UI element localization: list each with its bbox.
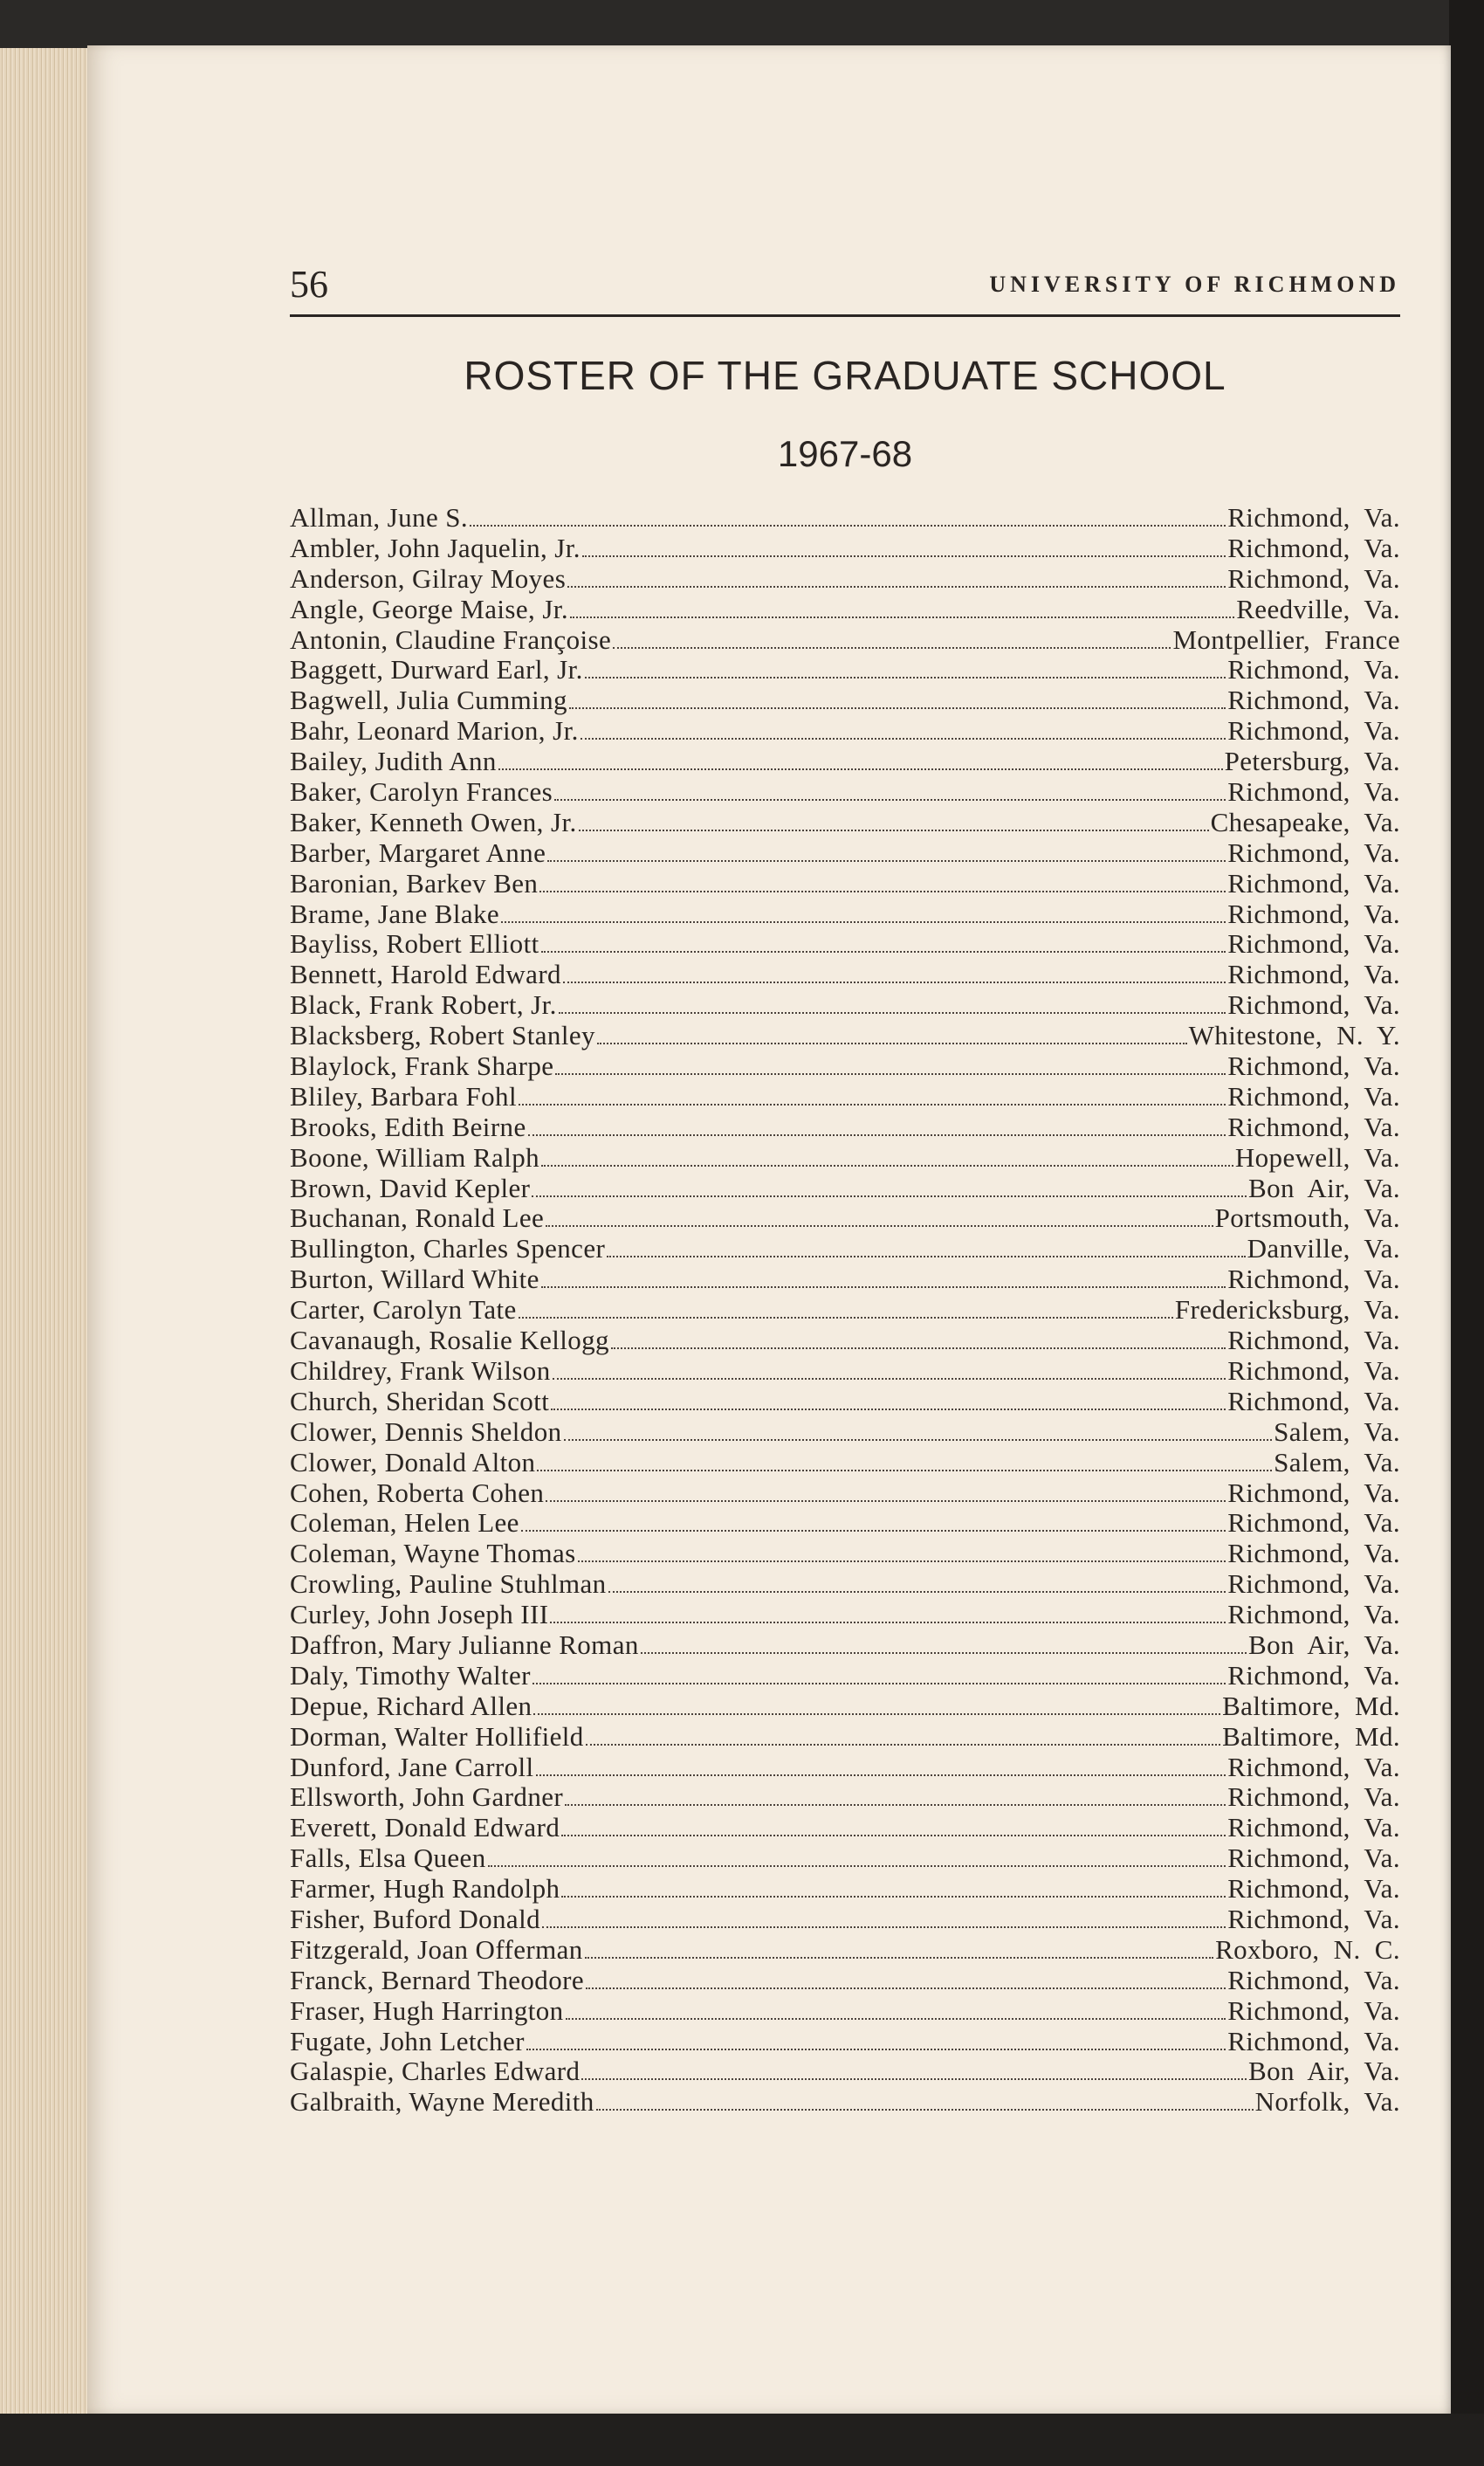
dot-leader — [470, 525, 1226, 527]
student-name: Coleman, Wayne Thomas — [290, 1538, 576, 1569]
student-name: Brame, Jane Blake — [290, 898, 500, 929]
dot-leader — [519, 1317, 1173, 1319]
dot-leader — [586, 1744, 1220, 1746]
hometown: Richmond, Va. — [1227, 959, 1400, 990]
roster-entry — [290, 1082, 1400, 1112]
roster-entry — [290, 1966, 1400, 1996]
hometown: Portsmouth, Va. — [1214, 1202, 1400, 1234]
dot-leader — [613, 647, 1171, 649]
dot-leader — [498, 768, 1223, 770]
hometown: Baltimore, Md. — [1222, 1720, 1400, 1752]
student-name: Ambler, John Jaquelin, Jr. — [290, 532, 581, 563]
roster-entry — [290, 990, 1400, 1021]
dot-leader — [641, 1652, 1247, 1654]
running-head — [290, 258, 1400, 311]
roster-entry — [290, 1295, 1400, 1326]
dot-leader — [521, 1530, 1226, 1532]
dot-leader — [539, 891, 1226, 892]
dot-leader — [547, 860, 1226, 862]
student-name: Falls, Elsa Queen — [290, 1843, 486, 1874]
hometown: Richmond, Va. — [1227, 1325, 1400, 1356]
dot-leader — [553, 1378, 1226, 1380]
dot-leader — [537, 1470, 1272, 1471]
roster-entry — [290, 1143, 1400, 1174]
dot-leader — [566, 2018, 1226, 2020]
student-name: Bahr, Leonard Marion, Jr. — [290, 715, 579, 747]
roster-entry — [290, 655, 1400, 685]
hometown: Richmond, Va. — [1227, 1599, 1400, 1630]
roster-entry — [290, 808, 1400, 838]
page-number: 56 — [290, 263, 328, 306]
student-name: Bennett, Harold Edward — [290, 959, 561, 990]
running-title: UNIVERSITY OF RICHMOND — [989, 272, 1400, 297]
roster-entry — [290, 838, 1400, 869]
hometown: Richmond, Va. — [1227, 562, 1400, 594]
roster-entry — [290, 1843, 1400, 1874]
student-name: Daly, Timothy Walter — [290, 1659, 531, 1691]
student-name: Crowling, Pauline Stuhlman — [290, 1568, 607, 1600]
student-name: Brooks, Edith Beirne — [290, 1111, 526, 1142]
hometown: Baltimore, Md. — [1222, 1690, 1400, 1721]
hometown: Salem, Va. — [1274, 1446, 1400, 1478]
roster-entry — [290, 1539, 1400, 1569]
roster-entry — [290, 777, 1400, 808]
dot-leader — [608, 1591, 1226, 1593]
hometown: Richmond, Va. — [1227, 1568, 1400, 1600]
student-name: Farmer, Hugh Randolph — [290, 1873, 560, 1905]
dot-leader — [561, 1835, 1226, 1836]
hometown: Richmond, Va. — [1227, 1659, 1400, 1691]
student-name: Coleman, Helen Lee — [290, 1507, 519, 1539]
dot-leader — [578, 1560, 1226, 1562]
dot-leader — [565, 1804, 1226, 1806]
book-cover-bottom — [0, 2414, 1484, 2466]
hometown: Bon Air, Va. — [1248, 1172, 1400, 1203]
hometown: Fredericksburg, Va. — [1174, 1294, 1400, 1326]
roster-entry — [290, 1935, 1400, 1966]
hometown: Richmond, Va. — [1227, 502, 1400, 533]
roster-entry — [290, 1264, 1400, 1295]
roster-entry — [290, 1753, 1400, 1783]
hometown: Richmond, Va. — [1227, 1538, 1400, 1569]
student-name: Burton, Willard White — [290, 1264, 539, 1295]
hometown: Richmond, Va. — [1227, 1050, 1400, 1082]
hometown: Richmond, Va. — [1227, 1781, 1400, 1813]
roster-entry — [290, 1448, 1400, 1478]
dot-leader — [563, 982, 1226, 983]
roster-entry — [290, 534, 1400, 564]
student-name: Clower, Dennis Sheldon — [290, 1416, 562, 1447]
hometown: Whitestone, N. Y. — [1188, 1020, 1400, 1051]
student-name: Fraser, Hugh Harrington — [290, 1994, 564, 2026]
hometown: Montpellier, France — [1172, 623, 1400, 655]
dot-leader — [597, 1043, 1187, 1044]
roster-entry — [290, 1234, 1400, 1264]
student-name: Antonin, Claudine Françoise — [290, 623, 612, 655]
student-name: Cavanaugh, Rosalie Kellogg — [290, 1325, 609, 1356]
dot-leader — [542, 1926, 1226, 1928]
student-name: Bliley, Barbara Fohl — [290, 1080, 517, 1112]
dot-leader — [519, 1104, 1226, 1106]
student-name: Franck, Bernard Theodore — [290, 1964, 584, 1995]
dot-leader — [546, 1225, 1213, 1227]
hometown: Richmond, Va. — [1227, 2025, 1400, 2056]
hometown: Roxboro, N. C. — [1215, 1933, 1400, 1965]
hometown: Richmond, Va. — [1227, 1812, 1400, 1843]
hometown: Richmond, Va. — [1227, 685, 1400, 716]
dot-leader — [550, 1622, 1226, 1623]
student-name: Blacksberg, Robert Stanley — [290, 1020, 595, 1051]
dot-leader — [551, 1409, 1226, 1410]
roster-entry — [290, 1782, 1400, 1813]
hometown: Richmond, Va. — [1227, 867, 1400, 899]
roster-entry — [290, 1112, 1400, 1143]
student-name: Bayliss, Robert Elliott — [290, 928, 539, 960]
hometown: Norfolk, Va. — [1254, 2086, 1400, 2118]
student-name: Fugate, John Letcher — [290, 2025, 525, 2056]
dot-leader — [488, 1865, 1226, 1867]
roster-entry — [290, 2056, 1400, 2087]
student-name: Galaspie, Charles Edward — [290, 2056, 581, 2087]
dot-leader — [567, 586, 1226, 588]
dot-leader — [561, 1896, 1226, 1898]
dot-leader — [581, 738, 1226, 740]
roster-entry — [290, 564, 1400, 595]
hometown: Bon Air, Va. — [1248, 1629, 1400, 1660]
hometown: Reedville, Va. — [1236, 593, 1400, 624]
dot-leader — [532, 1683, 1226, 1684]
hometown: Richmond, Va. — [1227, 837, 1400, 868]
dot-leader — [607, 1256, 1245, 1257]
dot-leader — [526, 2049, 1226, 2050]
hometown: Richmond, Va. — [1227, 1111, 1400, 1142]
dot-leader — [582, 555, 1226, 557]
student-name: Bullington, Charles Spencer — [290, 1233, 606, 1264]
roster-entry — [290, 1051, 1400, 1082]
roster-entry — [290, 1874, 1400, 1905]
student-name: Barber, Margaret Anne — [290, 837, 546, 868]
dot-leader — [586, 1987, 1226, 1989]
hometown: Richmond, Va. — [1227, 898, 1400, 929]
student-name: Curley, John Joseph III — [290, 1599, 549, 1630]
hometown: Richmond, Va. — [1227, 776, 1400, 808]
roster-entry — [290, 625, 1400, 656]
roster-entry — [290, 503, 1400, 534]
roster-entry — [290, 2087, 1400, 2118]
dot-leader — [564, 1439, 1273, 1441]
student-name: Buchanan, Ronald Lee — [290, 1202, 545, 1234]
student-name: Allman, June S. — [290, 502, 469, 533]
hometown: Chesapeake, Va. — [1210, 806, 1400, 837]
hometown: Richmond, Va. — [1227, 1080, 1400, 1112]
student-name: Baronian, Barkev Ben — [290, 867, 539, 899]
roster-entry — [290, 1387, 1400, 1417]
dot-leader — [579, 830, 1209, 831]
dot-leader — [533, 1713, 1220, 1715]
student-name: Ellsworth, John Gardner — [290, 1781, 564, 1813]
student-name: Dorman, Walter Hollifield — [290, 1720, 584, 1752]
hometown: Hopewell, Va. — [1234, 1141, 1400, 1173]
dot-leader — [528, 1134, 1226, 1136]
hometown: Salem, Va. — [1274, 1416, 1400, 1447]
student-name: Anderson, Gilray Moyes — [290, 562, 567, 594]
hometown: Richmond, Va. — [1227, 1264, 1400, 1295]
dot-leader — [555, 1073, 1226, 1075]
hometown: Richmond, Va. — [1227, 532, 1400, 563]
roster-entry — [290, 1661, 1400, 1691]
roster-entry — [290, 1508, 1400, 1539]
roster-entry — [290, 1905, 1400, 1935]
roster-entry — [290, 899, 1400, 930]
student-name: Blaylock, Frank Sharpe — [290, 1050, 554, 1082]
student-name: Brown, David Kepler — [290, 1172, 531, 1203]
dot-leader — [596, 2109, 1254, 2111]
dot-leader — [559, 1012, 1226, 1014]
dot-leader — [541, 1286, 1226, 1288]
roster-entry — [290, 1174, 1400, 1204]
student-name: Bagwell, Julia Cumming — [290, 685, 567, 716]
dot-leader — [541, 1165, 1233, 1167]
student-name: Clower, Donald Alton — [290, 1446, 536, 1478]
dot-leader — [570, 616, 1234, 618]
roster-entry — [290, 869, 1400, 899]
hometown: Richmond, Va. — [1227, 1843, 1400, 1874]
dot-leader — [501, 921, 1226, 923]
hometown: Richmond, Va. — [1227, 715, 1400, 747]
roster-entry — [290, 685, 1400, 716]
roster-entry — [290, 716, 1400, 747]
hometown: Richmond, Va. — [1227, 989, 1400, 1021]
hometown: Richmond, Va. — [1227, 1964, 1400, 1995]
book-cover-top — [0, 0, 1484, 48]
header-rule — [290, 314, 1400, 317]
dot-leader — [585, 1957, 1213, 1959]
document-year: 1967-68 — [777, 433, 913, 474]
roster-entry — [290, 1356, 1400, 1387]
hometown: Richmond, Va. — [1227, 928, 1400, 960]
roster-entry — [290, 1203, 1400, 1234]
student-name: Carter, Carolyn Tate — [290, 1294, 517, 1326]
hometown: Richmond, Va. — [1227, 1873, 1400, 1905]
hometown: Danville, Va. — [1247, 1233, 1400, 1264]
dot-leader — [532, 1195, 1247, 1197]
student-name: Childrey, Frank Wilson — [290, 1354, 551, 1386]
roster-entry — [290, 1630, 1400, 1661]
roster-entry — [290, 1569, 1400, 1600]
student-name: Everett, Donald Edward — [290, 1812, 560, 1843]
student-name: Dunford, Jane Carroll — [290, 1751, 534, 1782]
roster-entry — [290, 2027, 1400, 2057]
hometown: Richmond, Va. — [1227, 1994, 1400, 2026]
student-name: Black, Frank Robert, Jr. — [290, 989, 557, 1021]
student-name: Angle, George Maise, Jr. — [290, 593, 568, 624]
page-edges — [0, 48, 89, 2414]
book-cover-right — [1449, 0, 1484, 2466]
roster-entry — [290, 1326, 1400, 1356]
student-name: Fitzgerald, Joan Offerman — [290, 1933, 583, 1965]
student-name: Fisher, Buford Donald — [290, 1903, 540, 1934]
student-name: Baker, Carolyn Frances — [290, 776, 553, 808]
roster-entry — [290, 1722, 1400, 1753]
hometown: Richmond, Va. — [1227, 1751, 1400, 1782]
student-name: Bailey, Judith Ann — [290, 746, 497, 777]
roster-entry — [290, 1021, 1400, 1051]
roster-entry — [290, 1478, 1400, 1509]
hometown: Richmond, Va. — [1227, 1477, 1400, 1508]
roster-entry — [290, 1996, 1400, 2027]
student-name: Cohen, Roberta Cohen — [290, 1477, 545, 1508]
hometown: Richmond, Va. — [1227, 1385, 1400, 1416]
hometown: Richmond, Va. — [1227, 1507, 1400, 1539]
roster-entry — [290, 1813, 1400, 1843]
student-name: Baggett, Durward Earl, Jr. — [290, 654, 583, 685]
roster-list — [290, 503, 1400, 2118]
roster-entry — [290, 595, 1400, 625]
student-name: Depue, Richard Allen — [290, 1690, 532, 1721]
roster-entry — [290, 1600, 1400, 1630]
student-name: Daffron, Mary Julianne Roman — [290, 1629, 639, 1660]
roster-entry — [290, 1417, 1400, 1448]
hometown: Petersburg, Va. — [1224, 746, 1400, 777]
roster-entry — [290, 929, 1400, 960]
dot-leader — [546, 1500, 1226, 1502]
roster-entry — [290, 960, 1400, 990]
student-name: Baker, Kenneth Owen, Jr. — [290, 806, 577, 837]
student-name: Galbraith, Wayne Meredith — [290, 2086, 594, 2118]
student-name: Boone, William Ralph — [290, 1141, 540, 1173]
dot-leader — [581, 2078, 1247, 2080]
hometown: Bon Air, Va. — [1248, 2056, 1400, 2087]
dot-leader — [585, 677, 1226, 678]
student-name: Church, Sheridan Scott — [290, 1385, 550, 1416]
hometown: Richmond, Va. — [1227, 654, 1400, 685]
roster-entry — [290, 747, 1400, 777]
dot-leader — [611, 1347, 1226, 1349]
dot-leader — [569, 707, 1226, 709]
dot-leader — [554, 799, 1226, 801]
roster-entry — [290, 1691, 1400, 1722]
document-title: ROSTER OF THE GRADUATE SCHOOL — [464, 353, 1226, 398]
hometown: Richmond, Va. — [1227, 1903, 1400, 1934]
dot-leader — [536, 1774, 1226, 1776]
dot-leader — [541, 951, 1226, 953]
hometown: Richmond, Va. — [1227, 1354, 1400, 1386]
